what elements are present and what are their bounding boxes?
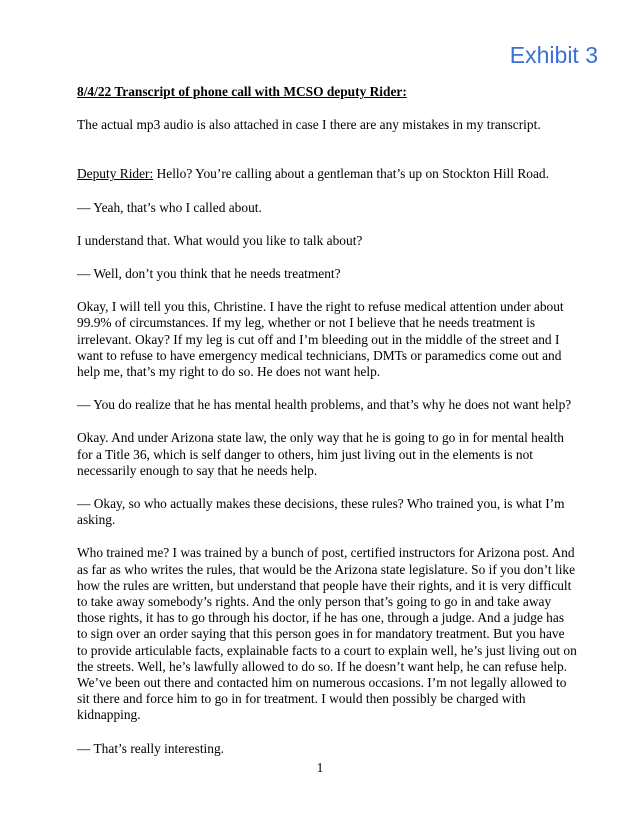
speaker-label: Deputy Rider: (77, 166, 154, 182)
paragraph: — Well, don’t you think that he needs treatment? (77, 266, 341, 282)
paragraph: Who trained me? I was trained by a bunch of post, certified instructors for Arizona post. And as far as who writes the rules, that would be the Arizona state legislature. So if you don’t like how the rules are written, but understand that people have their rights, and it is very difficult to take away somebody’s rights. And the only person that’s going to go in and take away those rights, it has to go through his doctor, if he has one, through a judge. And a judge has to sign over an order saying that this person goes in for mandatory treatment. But you have to provide articulable facts, explainable facts to a court to explain well, he’s just living out on the streets. Well, he’s lawfully allowed to do so. If he doesn’t want help, he can refuse help. We’ve been out there and contacted him on numerous occasions. I’m not legally allowed to sit there and force him to go in for treatment. I would then possibly be charged with kidnapping. (77, 545, 577, 723)
paragraph: Okay, I will tell you this, Christine. I have the right to refuse medical attention under about 99.9% of circumstances. If my leg, whether or not I believe that he needs treatment is irrelevant. Okay? If my leg is cut off and I’m bleeding out in the middle of the street and I want to refuse to have emergency medical technicians, DMTs or paramedics come out and help me, that’s my right to do so. He does not want help. (77, 299, 564, 380)
page-number: 1 (316, 760, 324, 775)
paragraph: Okay. And under Arizona state law, the only way that he is going to go in for mental health for a Title 36, which is self danger to others, him just living out in the elements is not necessarily enough to say that he needs help. (77, 430, 564, 478)
paragraph: I understand that. What would you like to talk about? (77, 232, 363, 248)
first-exchange (77, 166, 577, 182)
paragraph: — You do realize that he has mental health problems, and that’s why he does not want help? (77, 397, 572, 413)
exhibit-label: Exhibit 3 (509, 42, 598, 68)
transcript-title: 8/4/22 Transcript of phone call with MCSO deputy Rider: (77, 84, 407, 99)
paragraph: — Okay, so who actually makes these decisions, these rules? Who trained you, is what I’m asking. (77, 496, 565, 528)
first-exchange-text: Hello? You’re calling about a gentleman that’s up on Stockton Hill Road. (153, 166, 549, 182)
transcript-body (77, 84, 577, 774)
intro-note: The actual mp3 audio is also attached in case I there are any mistakes in my transcript. (77, 117, 541, 133)
paragraph: — That’s really interesting. (77, 740, 225, 756)
paragraph: — Yeah, that’s who I called about. (77, 199, 262, 215)
